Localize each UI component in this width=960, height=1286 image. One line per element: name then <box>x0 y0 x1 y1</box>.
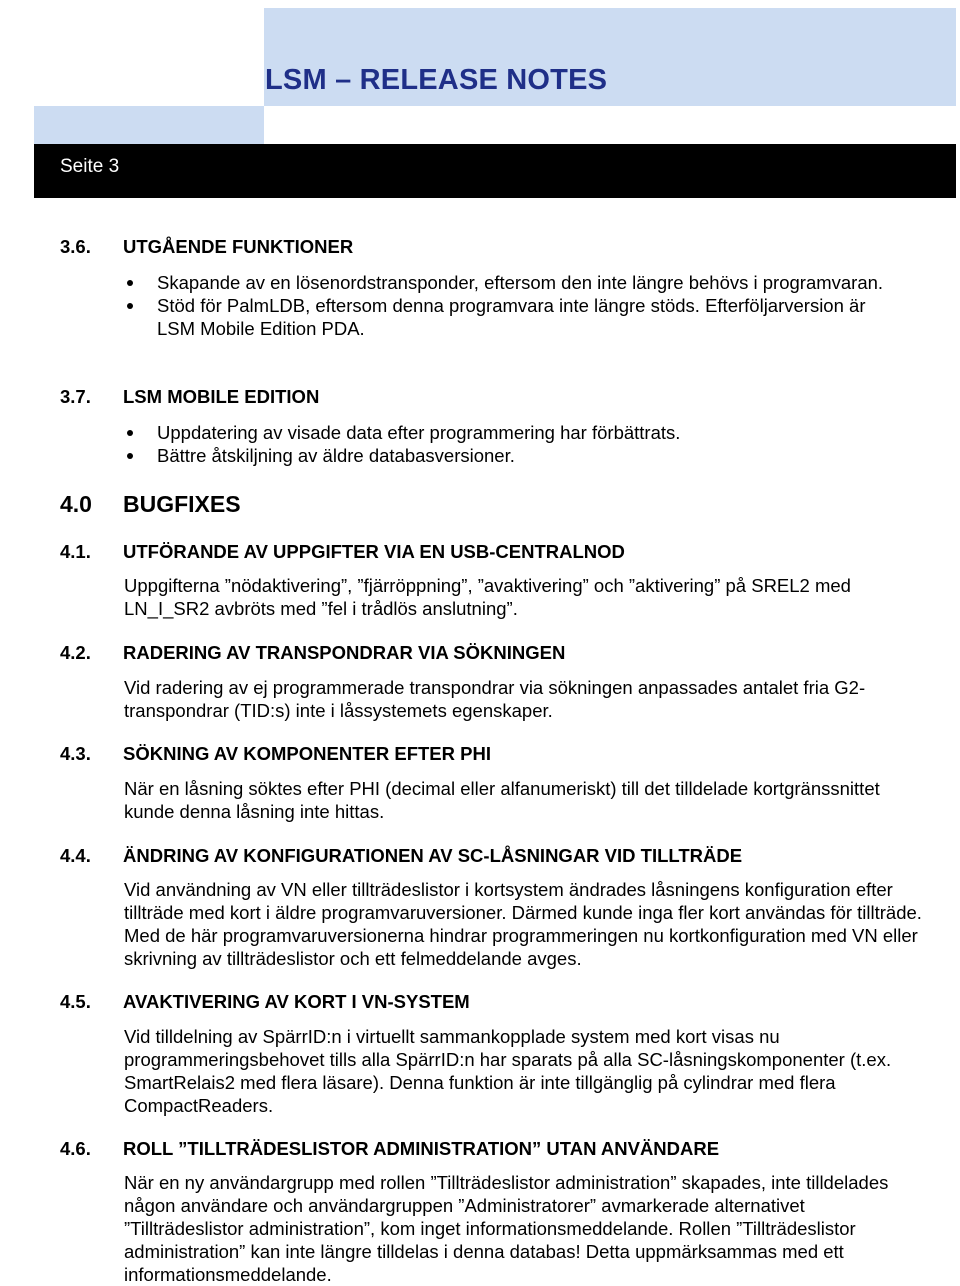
section-title: LSM MOBILE EDITION <box>123 386 320 407</box>
list-item: Uppdatering av visade data efter programmering har förbättrats. <box>124 421 884 444</box>
header-white-pad <box>34 8 264 106</box>
subsection-title: ROLL ”TILLTRÄDESLISTOR ADMINISTRATION” UTAN ANVÄNDARE <box>123 1138 720 1159</box>
subsection-number: 4.3. <box>60 743 91 764</box>
subsection-number: 4.1. <box>60 541 91 562</box>
subsection-body: Vid radering av ej programmerade transpondrar via sökningen anpassades antalet fria G2-transpondrar (TID:s) inte i låssystemets egenskaper. <box>124 677 866 721</box>
subsection-body: Vid tilldelning av SpärrID:n i virtuellt sammankopplade system med kort visas nu programmeringsbehovet tills alla SpärrID:n har sparats på alla SC-låsningskomponenter (t.ex. SmartRelais2 med flera läsare). Denna funktion är inte tillgänglig på cylindrar med flera CompactReaders. <box>124 1026 892 1116</box>
bullet-list-3-7 <box>124 421 884 467</box>
page-number-label: Seite 3 <box>60 156 120 177</box>
bullet-list-3-6 <box>124 271 884 340</box>
document-title: LSM – RELEASE NOTES <box>265 64 608 96</box>
chapter-number: 4.0 <box>60 491 92 517</box>
subsection-body: När en låsning söktes efter PHI (decimal eller alfanumeriskt) till det tilldelade kortgränssnittet kunde denna låsning inte hittas. <box>124 778 880 822</box>
subsection-title: UTFÖRANDE AV UPPGIFTER VIA EN USB-CENTRALNOD <box>123 541 625 562</box>
header-dark-bar <box>34 144 956 198</box>
subsection-title: ÄNDRING AV KONFIGURATIONEN AV SC-LÅSNINGAR VID TILLTRÄDE <box>123 845 743 866</box>
header-white-strip <box>264 106 956 144</box>
subsection-title: RADERING AV TRANSPONDRAR VIA SÖKNINGEN <box>123 642 566 663</box>
subsection-number: 4.6. <box>60 1138 91 1159</box>
section-number: 3.7. <box>60 386 91 407</box>
chapter-title: BUGFIXES <box>123 491 241 517</box>
list-item: Skapande av en lösenordstransponder, eftersom den inte längre behövs i programvaran. <box>124 271 884 294</box>
subsection-number: 4.4. <box>60 845 91 866</box>
subsection-body: Vid användning av VN eller tillträdeslistor i kortsystem ändrades låsningens konfiguration efter tillträde med kort i äldre programvaruversioner. Därmed kunde inga fler kort användas för tillträde. Med de här programvaruversionerna hindrar programmeringen nu kortkonfiguration med VN eller skrivning av tillträdeslistor och ett felmeddelande avges. <box>124 879 922 969</box>
subsection-body: När en ny användargrupp med rollen ”Tillträdeslistor administration” skapades, inte tilldelades någon användare och användargruppen ”Administratorer” avmarkerade alternativet ”Tillträdeslistor administration”, kom inget informationsmeddelande. Rollen ”Tillträdeslistor administration” kan inte längre tilldelas i denna databas! Detta uppmärksammas med ett informationsmeddelande. <box>124 1172 889 1285</box>
section-number: 3.6. <box>60 236 91 257</box>
subsection-title: SÖKNING AV KOMPONENTER EFTER PHI <box>123 743 491 764</box>
subsection-number: 4.2. <box>60 642 91 663</box>
section-title: UTGÅENDE FUNKTIONER <box>123 236 354 257</box>
list-item: Stöd för PalmLDB, eftersom denna programvara inte längre stöds. Efterföljarversion är LSM Mobile Edition PDA. <box>124 294 884 340</box>
subsection-title: AVAKTIVERING AV KORT I VN-SYSTEM <box>123 991 470 1012</box>
subsection-body: Uppgifterna ”nödaktivering”, ”fjärröppning”, ”avaktivering” och ”aktivering” på SREL2 med LN_I_SR2 avbröts med ”fel i trådlös anslutning”. <box>124 575 851 619</box>
list-item: Bättre åtskiljning av äldre databasversioner. <box>124 444 884 467</box>
subsection-number: 4.5. <box>60 991 91 1012</box>
